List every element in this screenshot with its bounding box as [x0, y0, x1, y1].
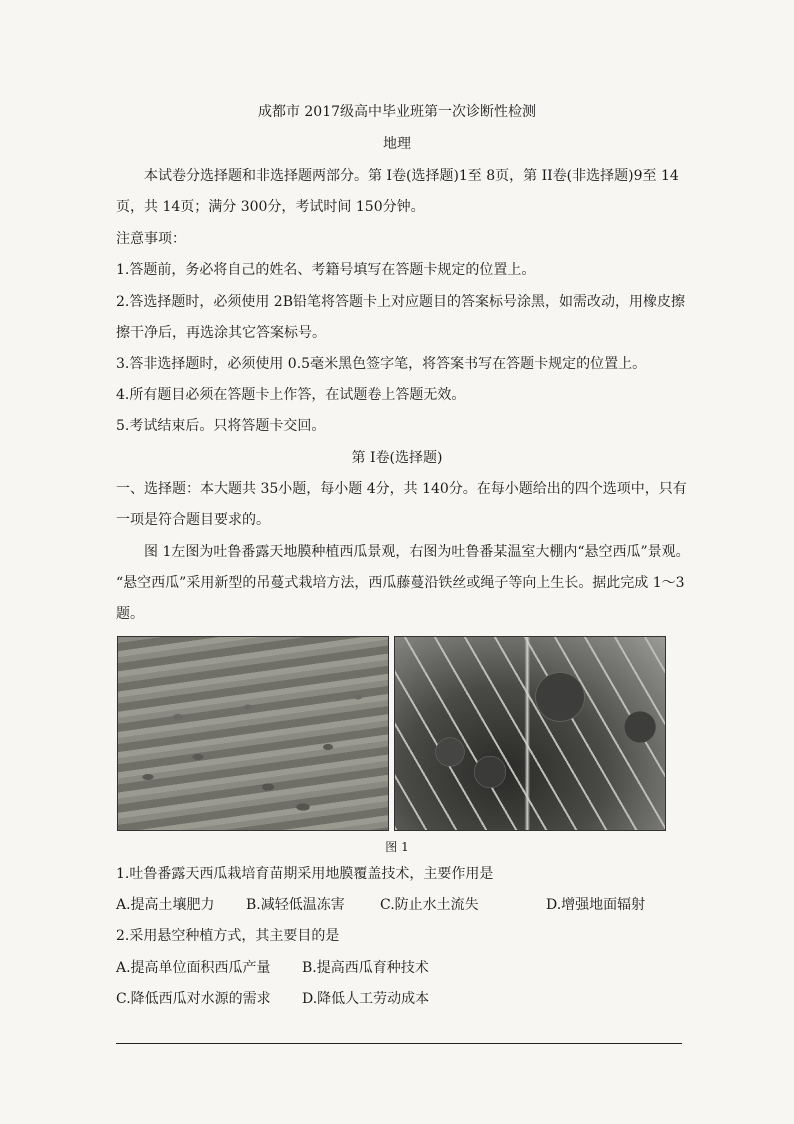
passage-line-3: 题。	[116, 606, 144, 622]
question-1-option-a: A.提高土壤肥力	[116, 897, 215, 913]
page-bottom-rule	[116, 1043, 682, 1044]
section-instruction-2: 一项是符合题目要求的。	[116, 512, 270, 528]
question-2-option-b: B.提高西瓜育种技术	[302, 960, 429, 976]
question-1-option-d: D.增强地面辐射	[546, 897, 646, 913]
greenhouse-hanging-watermelon-photo	[394, 636, 666, 831]
intro-line-2: 页，共 14页；满分 300分，考试时间 150分钟。	[116, 199, 425, 215]
question-1-stem: 1.吐鲁番露天西瓜栽培育苗期采用地膜覆盖技术，主要作用是	[116, 866, 494, 882]
question-2-option-d: D.降低人工劳动成本	[302, 991, 430, 1007]
note-item: 4.所有题目必须在答题卡上作答，在试题卷上答题无效。	[116, 387, 466, 403]
intro-line-1: 本试卷分选择题和非选择题两部分。第 I卷(选择题)1至 8页，第 II卷(非选择题)9至 14	[144, 168, 679, 184]
question-2-option-a: A.提高单位面积西瓜产量	[116, 960, 271, 976]
exam-title: 成都市 2017级高中毕业班第一次诊断性检测	[257, 104, 537, 120]
note-item: 5.考试结束后。只将答题卡交回。	[116, 418, 326, 434]
section-instruction-1: 一、选择题：本大题共 35小题，每小题 4分，共 140分。在每小题给出的四个选项中，只有	[116, 481, 687, 497]
figure-caption: 图 1	[385, 840, 409, 854]
question-2-option-c: C.降低西瓜对水源的需求	[116, 991, 271, 1007]
section-title: 第 I卷(选择题)	[351, 450, 443, 466]
notes-heading: 注意事项：	[116, 231, 186, 247]
note-item: 3.答非选择题时，必须使用 0.5毫米黑色签字笔，将答案书写在答题卡规定的位置上。	[116, 356, 647, 372]
note-item: 2.答选择题时，必须使用 2B铅笔将答题卡上对应题目的答案标号涂黑，如需改动，用橡皮擦	[116, 294, 686, 310]
passage-line-1: 图 1左图为吐鲁番露天地膜种植西瓜景观，右图为吐鲁番某温室大棚内“悬空西瓜”景观。	[144, 544, 690, 560]
question-1-option-c: C.防止水土流失	[380, 897, 479, 913]
subject-title: 地理	[383, 136, 411, 152]
question-2-stem: 2.采用悬空种植方式，其主要目的是	[116, 928, 340, 944]
note-item: 擦干净后，再选涂其它答案标号。	[116, 325, 326, 341]
question-1-option-b: B.减轻低温冻害	[246, 897, 345, 913]
passage-line-2: “悬空西瓜”采用新型的吊蔓式栽培方法，西瓜藤蔓沿铁丝或绳子等向上生长。据此完成 1～3	[116, 575, 685, 591]
open-field-watermelon-photo	[117, 636, 389, 831]
note-item: 1.答题前，务必将自己的姓名、考籍号填写在答题卡规定的位置上。	[116, 262, 536, 278]
